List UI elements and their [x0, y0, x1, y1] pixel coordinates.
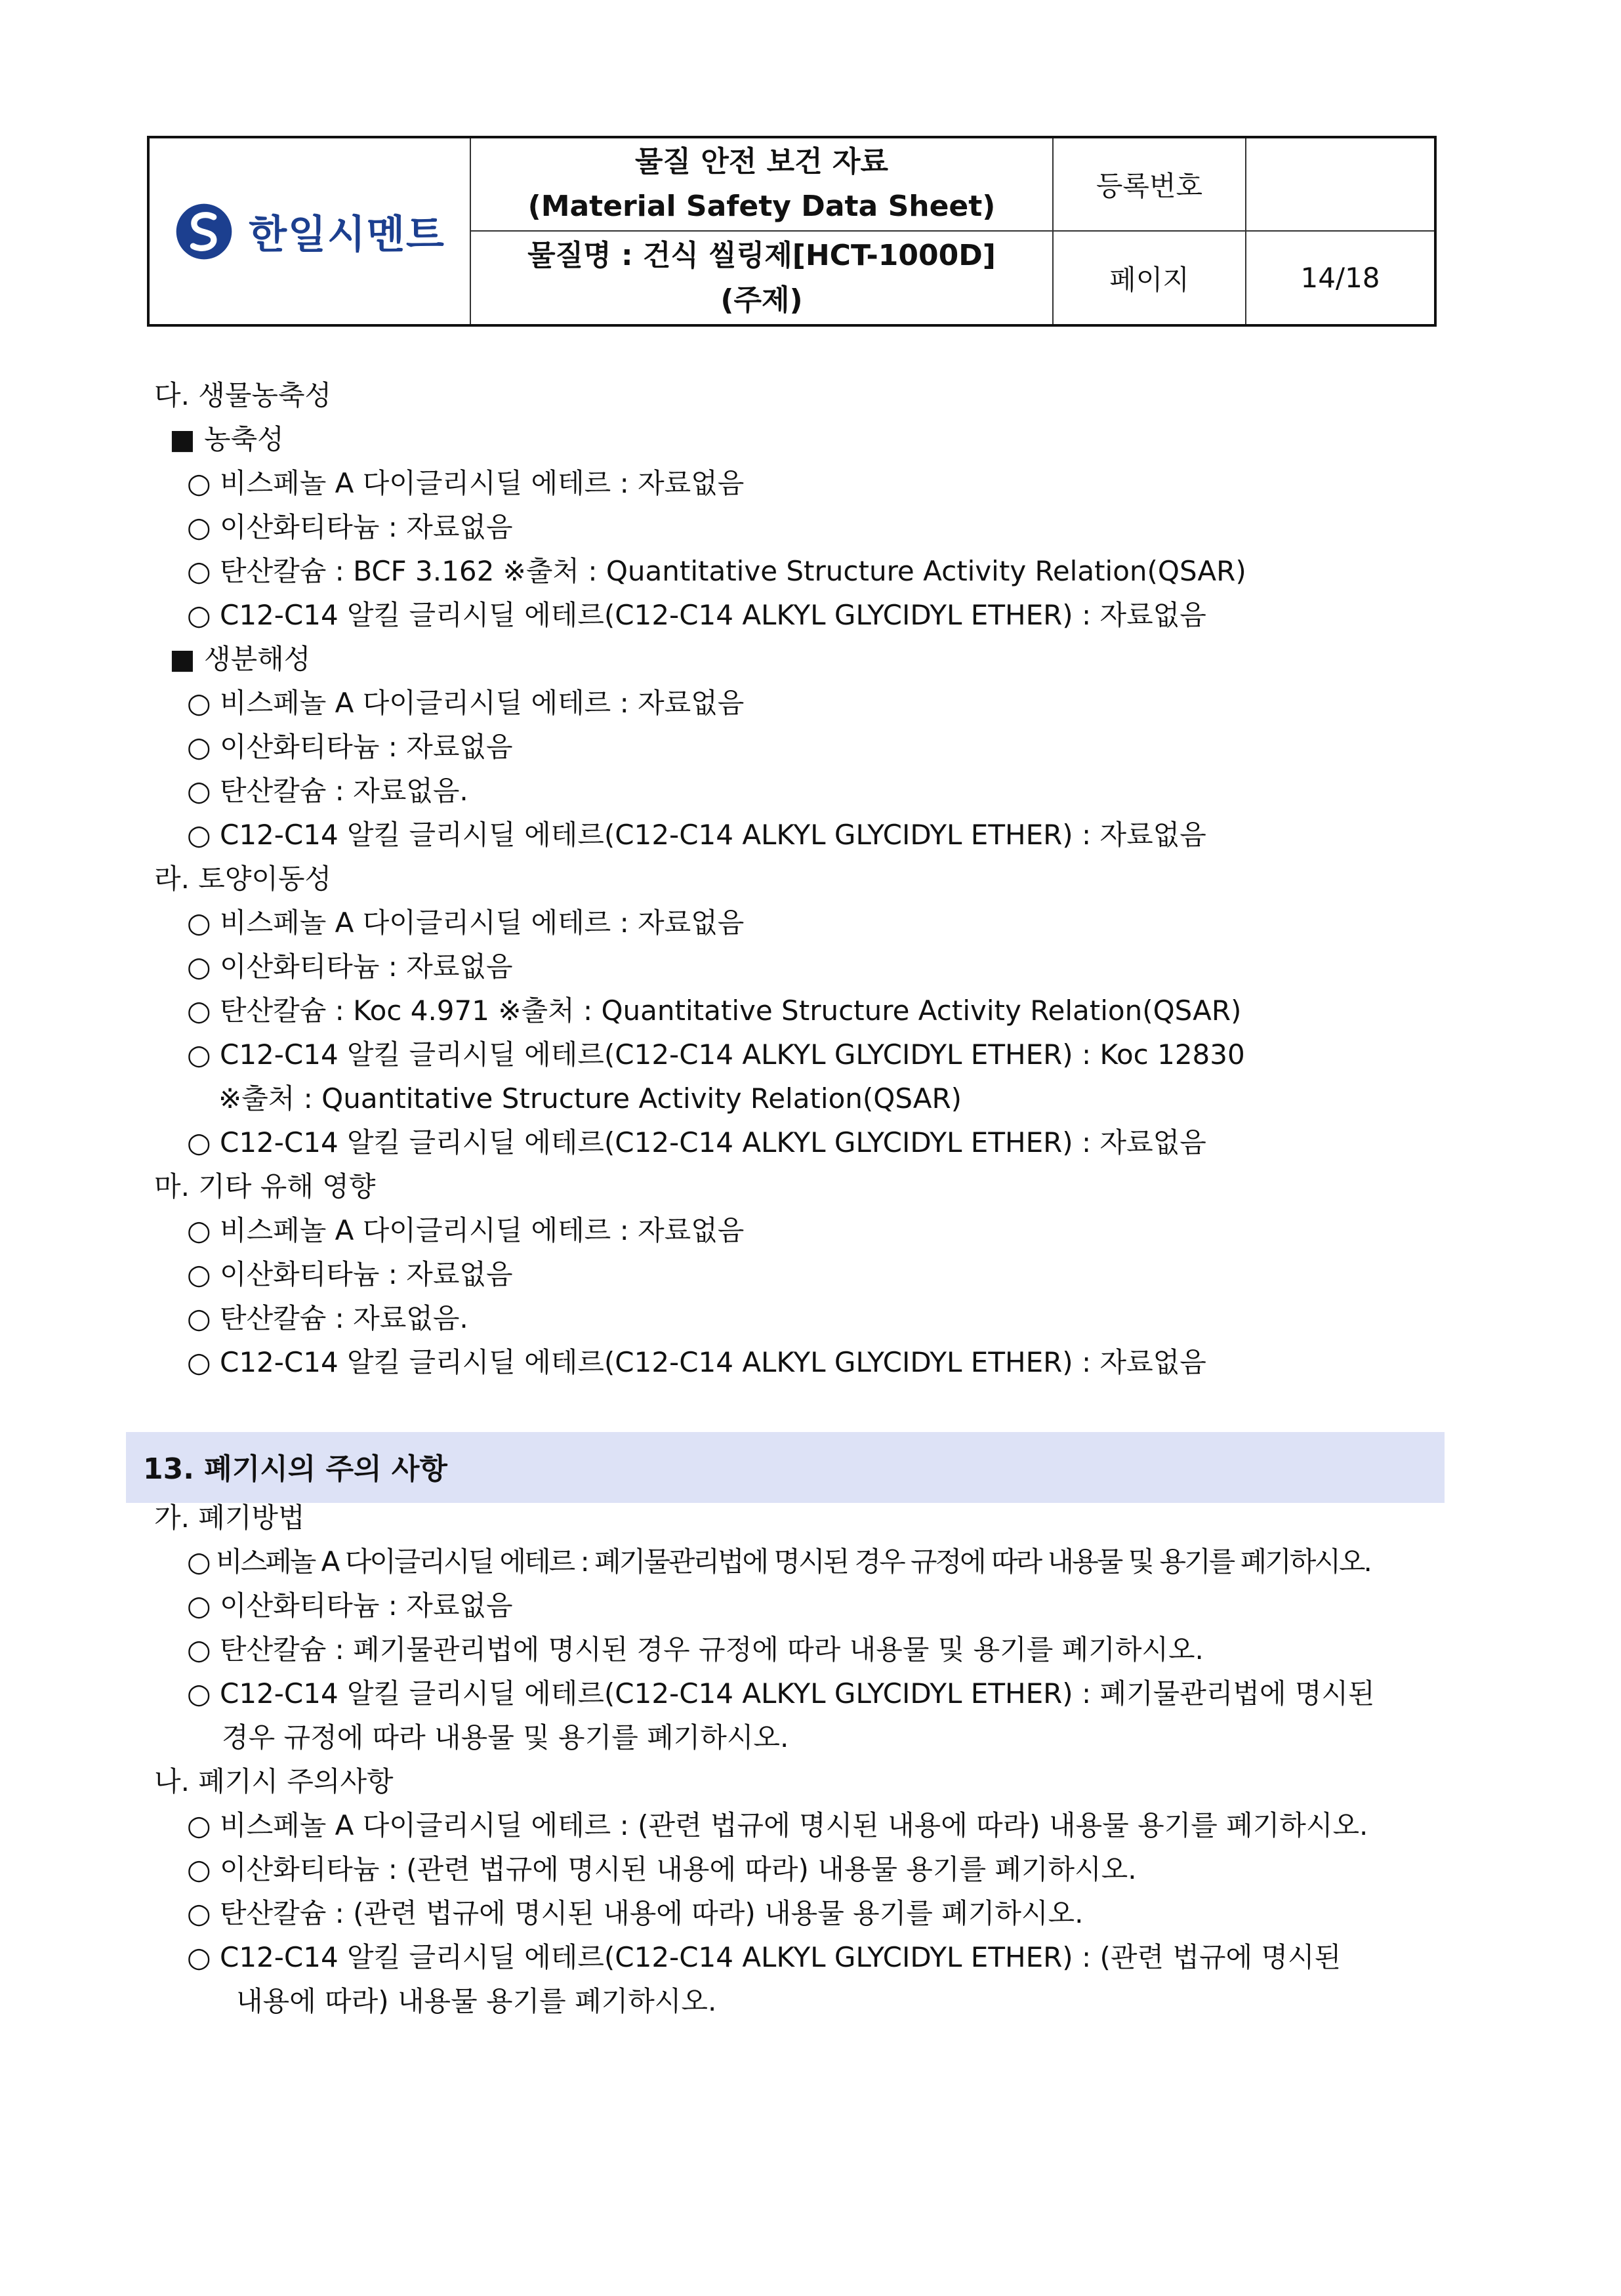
document-title-cell	[470, 137, 1053, 231]
list-item-continuation: 경우 규정에 따라 내용물 및 용기를 폐기하시오.	[222, 1721, 789, 1753]
section-heading-soil-mobility: 라. 토양이동성	[154, 863, 332, 895]
company-name: 한일시멘트	[249, 211, 445, 258]
list-item: ○ 이산화티타늄 : 자료없음	[187, 1589, 513, 1622]
list-item: ○ C12-C14 알킬 글리시딜 에테르(C12-C14 ALKYL GLYCIDYL ETHER) : 자료없음	[187, 599, 1206, 631]
list-item-continuation: 내용에 따라) 내용물 용기를 폐기하시오.	[236, 1985, 717, 2017]
list-item: ○ C12-C14 알킬 글리시딜 에테르(C12-C14 ALKYL GLYCIDYL ETHER) : 폐기물관리법에 명시된	[187, 1677, 1375, 1710]
list-item: ○ C12-C14 알킬 글리시딜 에테르(C12-C14 ALKYL GLYCIDYL ETHER) : 자료없음	[187, 1346, 1206, 1378]
section-heading-disposal-caution: 나. 폐기시 주의사항	[154, 1765, 394, 1797]
product-name-cell	[470, 231, 1053, 325]
list-item: ○ 탄산칼슘 : 자료없음.	[187, 1302, 468, 1334]
list-item: ○ 비스페놀 A 다이글리시딜 에테르 : 폐기물관리법에 명시된 경우 규정에 따라 내용물 및 용기를 폐기하시오.	[187, 1546, 1370, 1578]
list-item: ○ 비스페놀 A 다이글리시딜 에테르 : 자료없음	[187, 907, 745, 939]
list-item: ○ 탄산칼슘 : (관련 법규에 명시된 내용에 따라) 내용물 용기를 폐기하시오.	[187, 1897, 1084, 1929]
list-item: ○ C12-C14 알킬 글리시딜 에테르(C12-C14 ALKYL GLYCIDYL ETHER) : (관련 법규에 명시된	[187, 1941, 1342, 1973]
list-item: ○ 비스페놀 A 다이글리시딜 에테르 : (관련 법규에 명시된 내용에 따라) 내용물 용기를 폐기하시오.	[187, 1809, 1368, 1841]
subheading-accumulation: ■ 농축성	[169, 423, 284, 455]
product-name: 물질명 : 건식 씰링제[HCT-1000D]	[527, 238, 996, 272]
list-item: ○ 이산화티타늄 : 자료없음	[187, 951, 513, 983]
list-item: ○ 이산화티타늄 : 자료없음	[187, 1258, 513, 1290]
list-item: ○ 비스페놀 A 다이글리시딜 에테르 : 자료없음	[187, 1214, 745, 1246]
list-item: ○ 이산화티타늄 : 자료없음	[187, 511, 513, 543]
page-number: 14/18	[1246, 231, 1435, 325]
company-logo-icon	[174, 201, 234, 262]
list-item: ○ 탄산칼슘 : 자료없음.	[187, 775, 468, 807]
section-heading-disposal-method: 가. 폐기방법	[154, 1502, 305, 1534]
list-item: ○ 탄산칼슘 : Koc 4.971 ※출처 : Quantitative Structure Activity Relation(QSAR)	[187, 994, 1242, 1027]
page-label: 페이지	[1053, 231, 1246, 325]
list-item: ○ C12-C14 알킬 글리시딜 에테르(C12-C14 ALKYL GLYCIDYL ETHER) : 자료없음	[187, 819, 1206, 851]
list-item: ○ C12-C14 알킬 글리시딜 에테르(C12-C14 ALKYL GLYCIDYL ETHER) : Koc 12830	[187, 1038, 1245, 1071]
product-name-suffix: (주제)	[720, 283, 803, 317]
list-item: ○ 이산화티타늄 : 자료없음	[187, 731, 513, 763]
list-item: ○ 탄산칼슘 : BCF 3.162 ※출처 : Quantitative Structure Activity Relation(QSAR)	[187, 555, 1246, 587]
list-item: ○ C12-C14 알킬 글리시딜 에테르(C12-C14 ALKYL GLYCIDYL ETHER) : 자료없음	[187, 1126, 1206, 1158]
list-item-continuation: ※출처 : Quantitative Structure Activity Relation(QSAR)	[218, 1082, 962, 1115]
list-item: ○ 탄산칼슘 : 폐기물관리법에 명시된 경우 규정에 따라 내용물 및 용기를 폐기하시오.	[187, 1633, 1204, 1666]
msds-header-table	[147, 136, 1437, 327]
section-13-title: 13. 폐기시의 주의 사항	[143, 1452, 447, 1486]
list-item: ○ 이산화티타늄 : (관련 법규에 명시된 내용에 따라) 내용물 용기를 폐기하시오.	[187, 1853, 1137, 1885]
document-title-ko: 물질 안전 보건 자료	[635, 145, 888, 178]
document-title-en: (Material Safety Data Sheet)	[527, 190, 996, 223]
section-heading-other-effects: 마. 기타 유해 영향	[154, 1170, 376, 1202]
registration-number-value	[1246, 137, 1435, 231]
section-heading-bioaccumulation: 다. 생물농축성	[154, 379, 332, 411]
company-logo	[150, 201, 470, 262]
list-item: ○ 비스페놀 A 다이글리시딜 에테르 : 자료없음	[187, 687, 745, 719]
company-logo-cell	[148, 137, 470, 325]
list-item: ○ 비스페놀 A 다이글리시딜 에테르 : 자료없음	[187, 467, 745, 499]
subheading-biodegradability: ■ 생분해성	[169, 643, 311, 675]
registration-number-label: 등록번호	[1053, 137, 1246, 231]
